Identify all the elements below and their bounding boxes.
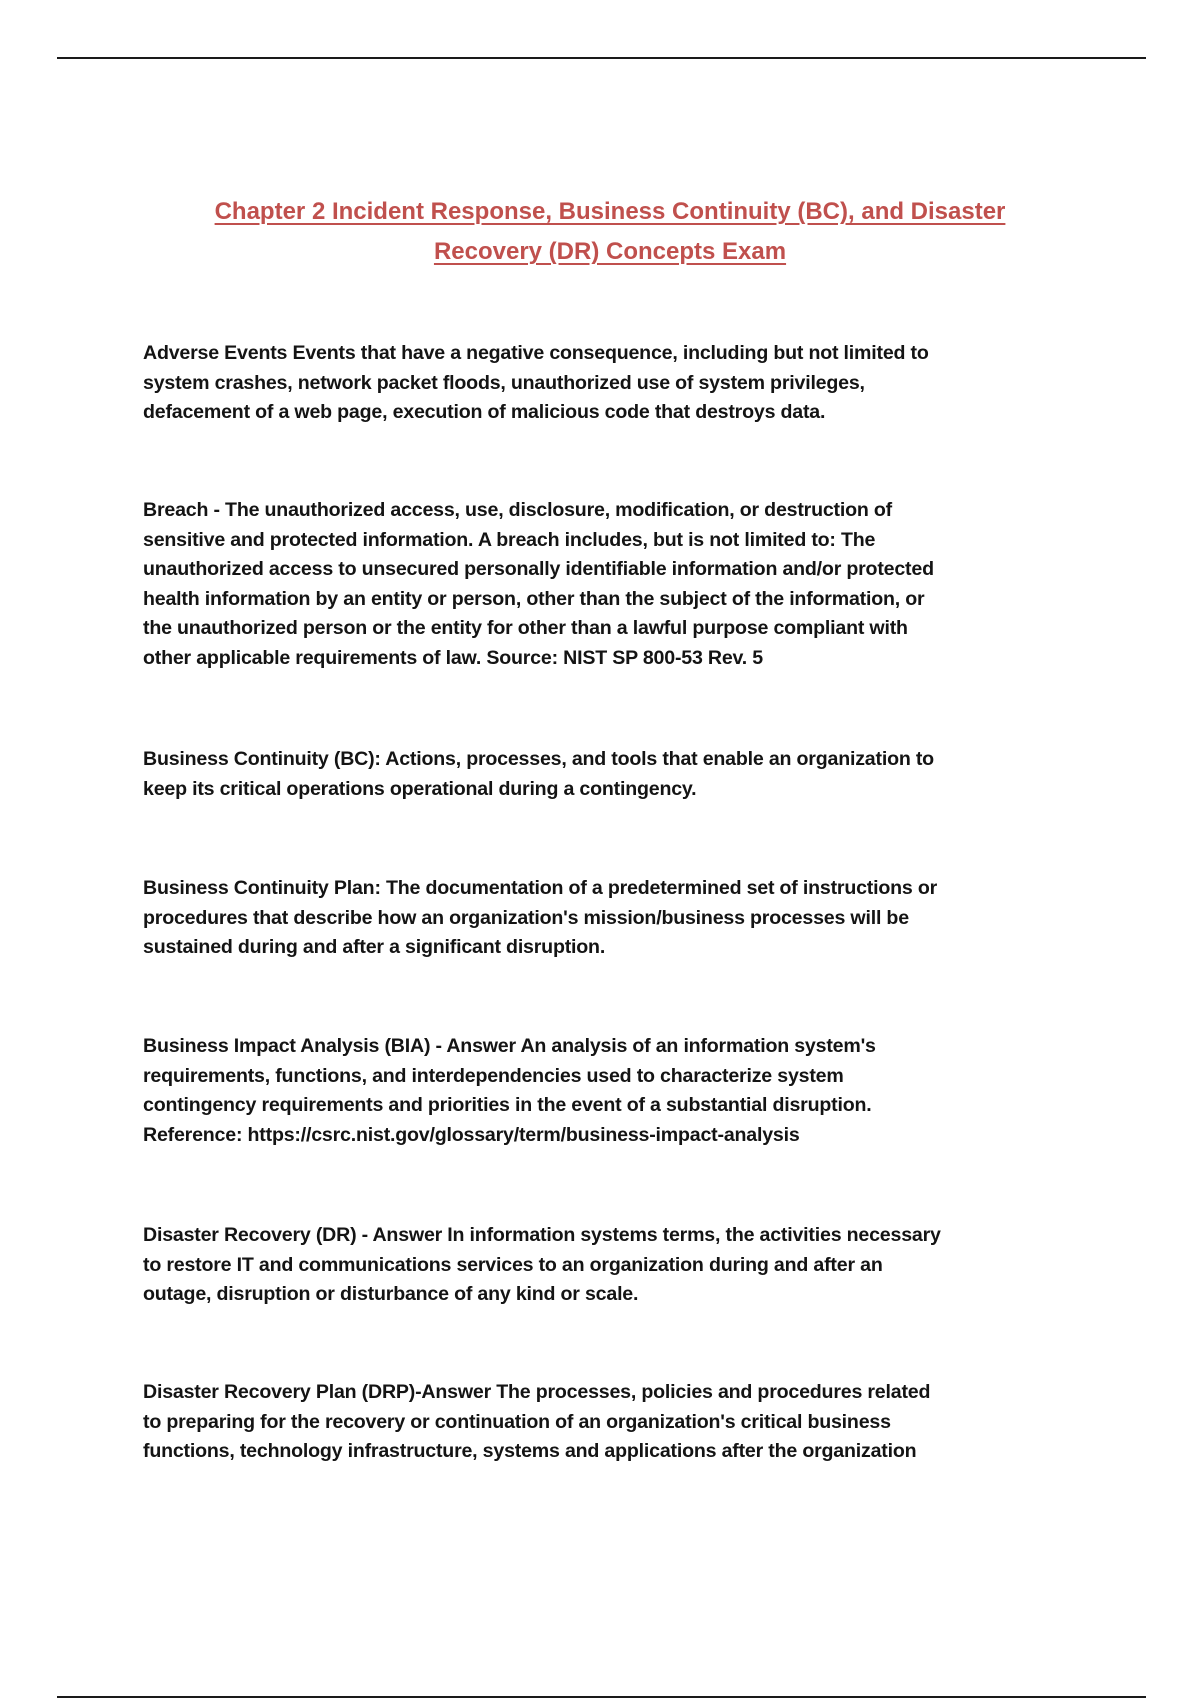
entry-line: Disaster Recovery Plan (DRP)-Answer The processes, policies and procedures related bbox=[143, 1381, 931, 1403]
entry-line: health information by an entity or person, other than the subject of the information, or bbox=[143, 587, 925, 610]
header-rule bbox=[57, 57, 1146, 59]
entry-line: to restore IT and communications services to an organization during and after an bbox=[143, 1253, 883, 1276]
entry-business-continuity bbox=[143, 745, 1093, 804]
entry-adverse-events bbox=[143, 339, 1093, 428]
entry-line: Business Impact Analysis (BIA) - Answer An analysis of an information system's bbox=[143, 1035, 876, 1057]
entry-line: Business Continuity Plan: The documentation of a predetermined set of instructions or bbox=[143, 877, 938, 899]
entry-line: unauthorized access to unsecured personally identifiable information and/or protected bbox=[143, 558, 934, 580]
entry-business-continuity-plan bbox=[143, 874, 1093, 963]
document-title bbox=[140, 192, 1080, 272]
title-line-1: Chapter 2 Incident Response, Business Continuity (BC), and Disaster bbox=[214, 198, 1006, 225]
entry-line: functions, technology infrastructure, systems and applications after the organization bbox=[143, 1440, 917, 1462]
entry-line: other applicable requirements of law. Source: NIST SP 800-53 Rev. 5 bbox=[143, 646, 763, 669]
footer-rule bbox=[57, 1696, 1146, 1698]
entry-line: defacement of a web page, execution of malicious code that destroys data. bbox=[143, 401, 826, 423]
entry-breach bbox=[143, 496, 1093, 673]
title-line-2: Recovery (DR) Concepts Exam bbox=[433, 238, 787, 265]
entry-line: the unauthorized person or the entity for other than a lawful purpose compliant with bbox=[143, 617, 908, 639]
entry-line: Business Continuity (BC): Actions, processes, and tools that enable an organization to bbox=[143, 748, 934, 770]
entry-line: system crashes, network packet floods, unauthorized use of system privileges, bbox=[143, 371, 865, 394]
entry-line: contingency requirements and priorities in the event of a substantial disruption. bbox=[143, 1094, 872, 1116]
entry-line: requirements, functions, and interdependencies used to characterize system bbox=[143, 1064, 844, 1087]
entry-line: keep its critical operations operational during a contingency. bbox=[143, 777, 697, 800]
entry-line: outage, disruption or disturbance of any kind or scale. bbox=[143, 1283, 639, 1305]
entry-line: sensitive and protected information. A breach includes, but is not limited to: The bbox=[143, 528, 876, 551]
entry-line: sustained during and after a significant disruption. bbox=[143, 936, 606, 958]
entry-business-impact-analysis bbox=[143, 1032, 1093, 1150]
entry-line: procedures that describe how an organization's mission/business processes will be bbox=[143, 906, 909, 929]
entry-line: Adverse Events Events that have a negative consequence, including but not limited to bbox=[143, 342, 929, 364]
entry-disaster-recovery bbox=[143, 1221, 1093, 1310]
entry-line: to preparing for the recovery or continuation of an organization's critical business bbox=[143, 1410, 891, 1433]
entry-line: Reference: https://csrc.nist.gov/glossary/term/business-impact-analysis bbox=[143, 1123, 800, 1146]
entry-disaster-recovery-plan bbox=[143, 1378, 1093, 1467]
entry-line: Breach - The unauthorized access, use, disclosure, modification, or destruction of bbox=[143, 499, 893, 521]
entry-line: Disaster Recovery (DR) - Answer In information systems terms, the activities necessary bbox=[143, 1224, 941, 1246]
